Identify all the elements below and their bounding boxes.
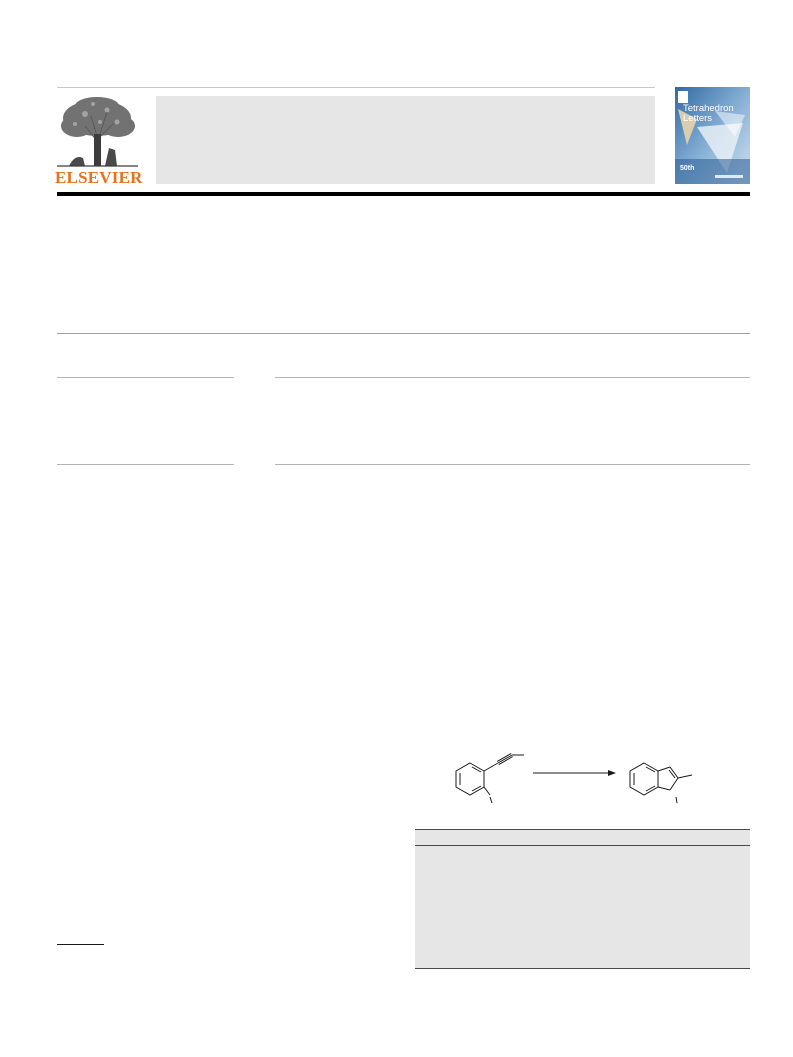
article-info-bottom-rule [57, 464, 234, 465]
masthead-thick-rule [57, 192, 750, 196]
table-bottom-rule [415, 968, 750, 969]
journal-info-panel [156, 96, 655, 184]
abstract-bottom-rule [275, 464, 750, 465]
indole-structure-icon [630, 763, 692, 803]
data-table [415, 829, 750, 969]
table-header-rule [415, 845, 750, 846]
aryl-alkyne-structure-icon [456, 753, 524, 803]
journal-cover-title [683, 104, 747, 124]
abstract-top-rule [275, 377, 750, 378]
footnote-separator [57, 944, 104, 945]
cover-anniversary-badge: 50th [680, 165, 695, 172]
article-header-rule [57, 333, 750, 334]
reaction-scheme [440, 745, 700, 810]
publisher-name: ELSEVIER [55, 168, 143, 187]
table-top-rule [415, 829, 750, 830]
masthead-top-rule [57, 87, 655, 88]
cover-title-line2: Letters [683, 113, 713, 124]
reaction-arrow-icon [533, 770, 616, 776]
cover-title-line1: Tetrahedron [683, 103, 734, 114]
article-info-top-rule [57, 377, 234, 378]
